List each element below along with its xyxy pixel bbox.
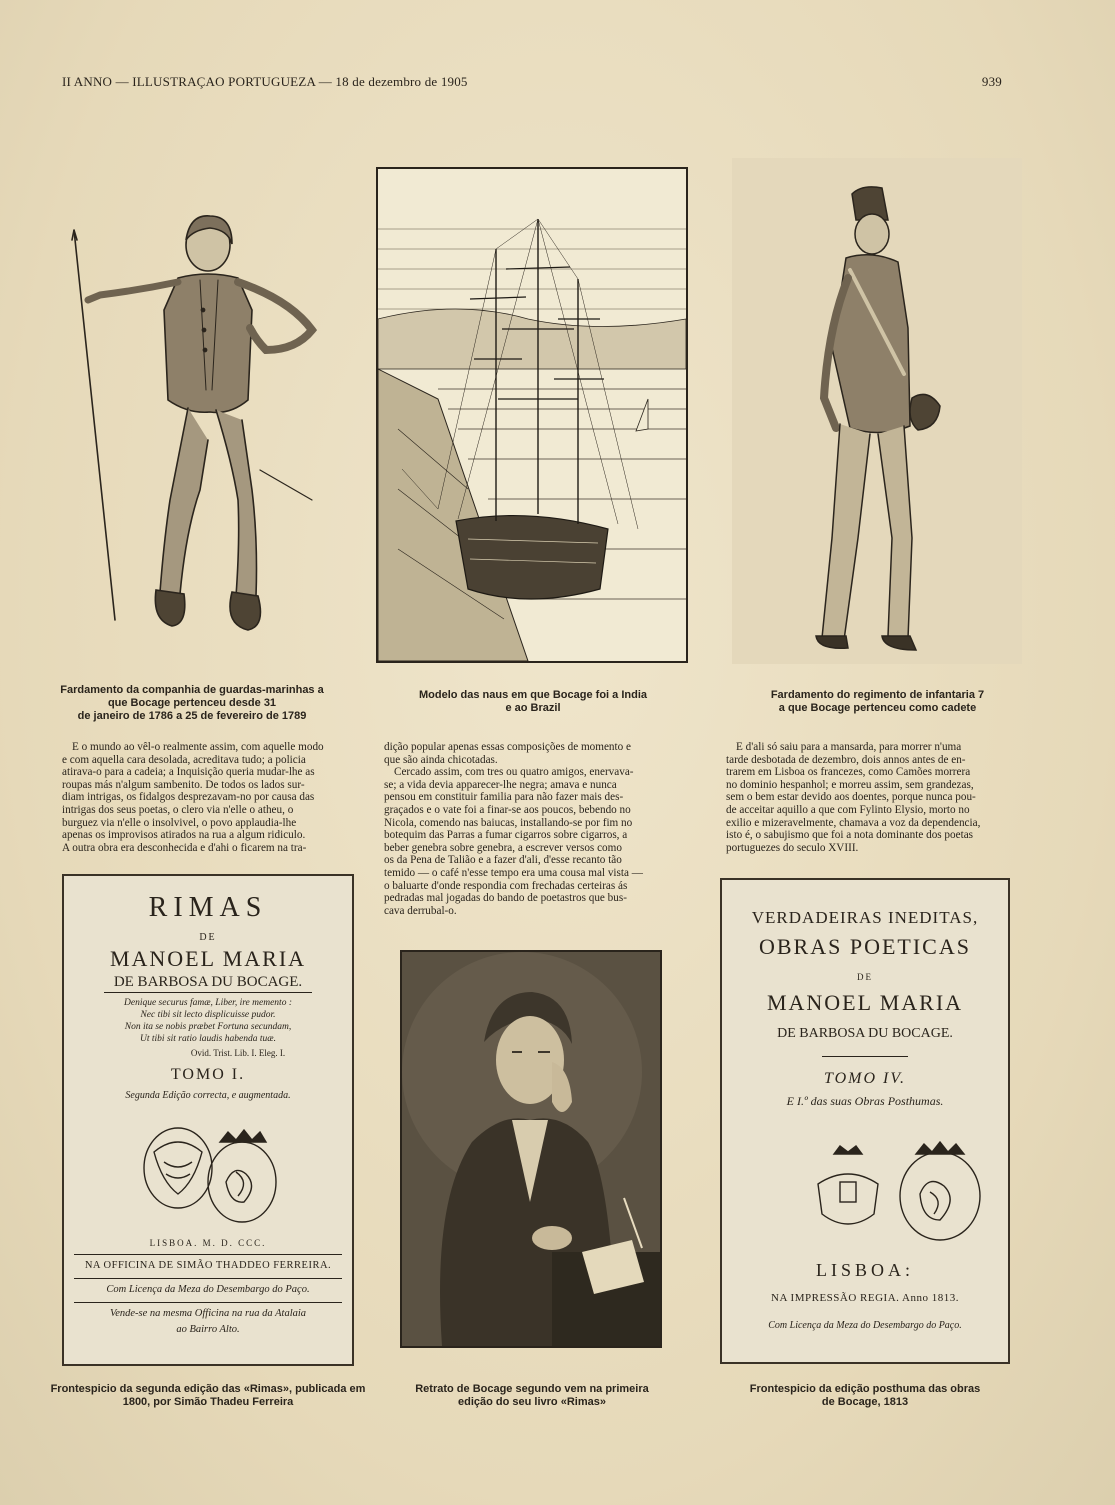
ship-caption: Modelo das naus em que Bocage foi a India e ao Brazil	[419, 689, 647, 714]
rimas-title-page: RIMAS DE MANOEL MARIA DE BARBOSA DU BOCAGE. Denique securus famæ, Liber, ire memento : Nec tibi sit lecto displicuisse pudor. Non ita se nobis præbet Fortuna secundam, Ut tibi sit ratio laudis habenda tuæ. Ovid. Trist. Lib. I. Eleg. I. TOMO I. Segunda Edição correcta, e augmentada. LISBOA. M. D. CCC. NA OFFICINA DE SIMÃO THADDEO FERREIRA. Com Licença da Meza do Desembargo do Paço. Vende-se na mesma Officina na rua da Atalaia ao Bairro Alto.	[62, 874, 354, 1366]
posthumous-crest-icon	[808, 1134, 988, 1244]
text-column-left: E o mundo ao vêl-o realmente assim, com aquelle modo e com aquella cara desolada, acreditava tudo; a policia atirava-o para a cadeia; a Inquisição queria mudar-lhe as roupas más n'algum sambenito. De todos os lados sur- diam intrigas, os fidalgos desprezavam-no por causa das intrigas dos seus poetas, o clero via n'elle o atheu, o burguez via n'elle o insolvivel, o povo applaudia-lhe apenas os improvisos atirados na rua a algum ridiculo. A outra obra era desconhecida e d'ahi o ficarem na tra-	[62, 741, 324, 854]
text-column-right: E d'ali só saiu para a mansarda, para morrer n'uma tarde desbotada de dezembro, dois annos antes de en- trarem em Lisboa os francezes, como Camões morrera no dominio hespanhol; e morreu assim, sem grandezas, sem o bem estar devido aos doentes, porque nunca pou- de acceitar aquillo a que com Fylinto Elysio, morto no exilio e mizeravelmente, chamava a voz da dependencia, isto é, o sabujismo que foi a nota dominante dos poetas portuguezes do seculo XVIII.	[726, 741, 981, 854]
guarda-marinha-figure-icon	[60, 200, 330, 640]
ship-icon	[378, 169, 686, 661]
infantry-soldier-figure-icon	[732, 158, 1022, 664]
rimas-caption: Frontespicio da segunda edição das «Rimas», publicada em 1800, por Simão Thadeu Ferreira	[50, 1383, 366, 1408]
running-head: II ANNO — ILLUSTRAÇAO PORTUGUEZA — 18 de dezembro de 1905	[62, 74, 468, 89]
guarda-marinha-caption: Fardamento da companhia de guardas-marinhas a que Bocage pertenceu desde 31 de janeiro de 1786 a 25 de fevereiro de 1789	[60, 684, 324, 722]
bocage-portrait	[400, 950, 662, 1348]
page-header	[62, 74, 1002, 94]
page-number: 939	[981, 74, 1002, 89]
rimas-crest-icon	[134, 1112, 284, 1232]
ship-illustration	[376, 167, 688, 663]
posthumous-title-page: VERDADEIRAS INEDITAS, OBRAS POETICAS DE MANOEL MARIA DE BARBOSA DU BOCAGE. TOMO IV. E I.º das suas Obras Posthumas. LISBOA: NA IMPRESSÃO REGIA. Anno 1813. Com Licença da Meza do Desembargo do Paço.	[720, 878, 1010, 1364]
guarda-marinha-illustration	[60, 200, 330, 640]
bocage-portrait-icon	[402, 952, 660, 1346]
infantry-illustration	[732, 158, 1022, 664]
infantry-caption: Fardamento do regimento de infantaria 7 a que Bocage pertenceu como cadete	[770, 689, 985, 714]
portrait-caption: Retrato de Bocage segundo vem na primeira edição do seu livro «Rimas»	[415, 1383, 649, 1408]
posthumous-caption: Frontespicio da edição posthuma das obras de Bocage, 1813	[749, 1383, 981, 1408]
text-column-middle: dição popular apenas essas composições de momento e que são ainda chicotadas. Cercado assim, com tres ou quatro amigos, enervava- se; a vida devia apparecer-lhe negra; amava e nunca pensou em constituir familia para não fazer mais des- graçados e o vate foi a finar-se aos poucos, bebendo no Nicola, comendo nas baiucas, installando-se por fim no botequim das Parras a fumar cigarros sobre cigarros, a beber genebra sobre genebra, a escrever versos como os da Pena de Talião e a fazer d'ali, d'esse recanto tão temido — o café n'esse tempo era uma cousa mal vista — o baluarte d'onde respondia com frechadas certeiras ás pedradas mal jogadas do bando de poetastros que bus- cava derrubal-o.	[384, 741, 643, 917]
